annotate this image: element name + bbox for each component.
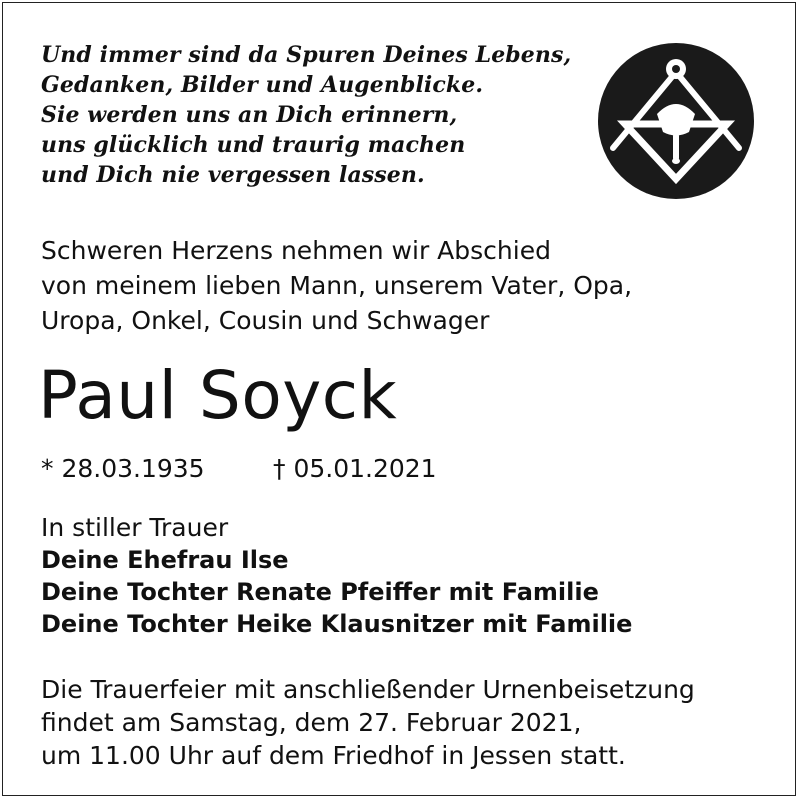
life-dates — [41, 452, 437, 486]
intro-line: Uropa, Onkel, Cousin und Schwager — [41, 306, 490, 335]
mourning-intro: In stiller Trauer — [41, 513, 229, 542]
funeral-service-info — [41, 673, 695, 772]
deceased-name: Paul Soyck — [38, 357, 398, 434]
square-and-compasses-emblem-icon — [597, 42, 755, 200]
intro-line: Schweren Herzens nehmen wir Abschied — [41, 236, 551, 265]
poem-line: Und immer sind da Spuren Deines Lebens, — [41, 42, 572, 68]
death-date: † 05.01.2021 — [273, 454, 437, 483]
mourner-entry: Deine Tochter Heike Klausnitzer mit Familie — [41, 610, 633, 638]
poem-line: und Dich nie vergessen lassen. — [41, 162, 425, 188]
memorial-poem — [41, 40, 571, 190]
mourner-entry: Deine Ehefrau Ilse — [41, 546, 289, 574]
farewell-intro — [41, 233, 632, 338]
poem-line: uns glücklich und traurig machen — [41, 132, 466, 158]
birth-date: * 28.03.1935 — [41, 454, 205, 483]
service-line: findet am Samstag, dem 27. Februar 2021, — [41, 708, 582, 737]
poem-line: Gedanken, Bilder und Augenblicke. — [41, 72, 484, 98]
poem-line: Sie werden uns an Dich erinnern, — [41, 102, 458, 128]
service-line: Die Trauerfeier mit anschließender Urnenbeisetzung — [41, 675, 695, 704]
service-line: um 11.00 Uhr auf dem Friedhof in Jessen statt. — [41, 741, 626, 770]
intro-line: von meinem lieben Mann, unserem Vater, Opa, — [41, 271, 633, 300]
mourner-entry: Deine Tochter Renate Pfeiffer mit Familie — [41, 578, 599, 606]
mourners-list — [41, 512, 632, 640]
